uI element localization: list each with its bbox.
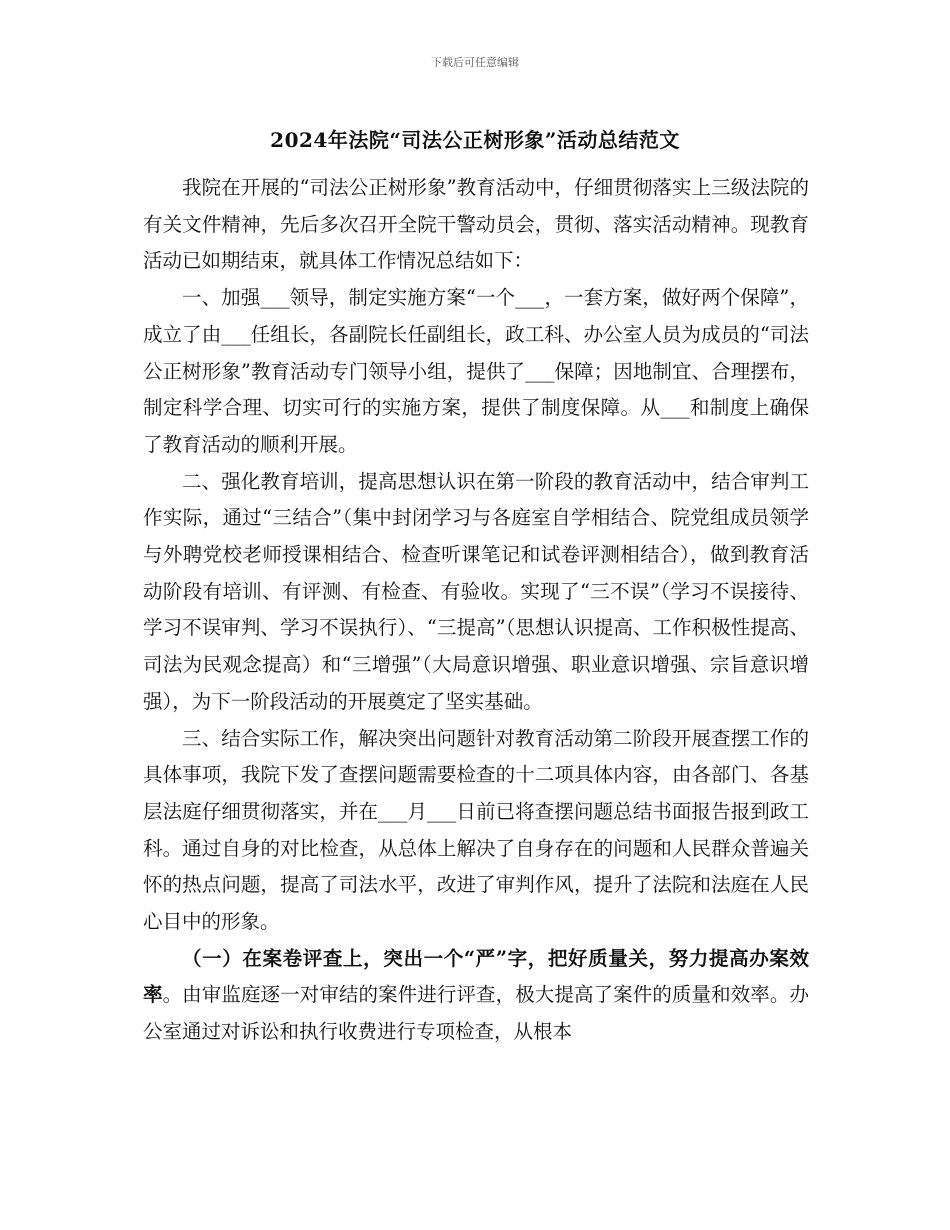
paragraph-intro: 我院在开展的“司法公正树形象”教育活动中，仔细贯彻落实上三级法院的有关文件精神，先后多次召开全院干警动员会，贯彻、落实活动精神。现教育活动已如期结束，就具体工作情况总结如下：: [143, 176, 809, 273]
document-body: [143, 170, 809, 1051]
header-note: 下载后可任意编辑: [431, 56, 519, 69]
paragraph-section-1: 一、加强___领导，制定实施方案“一个___，一套方案，做好两个保障”，成立了由___任组长，各副院长任副组长，政工科、办公室人员为成员的“司法公正树形象”教育活动专门领导小组，提供了___保障；因地制宜、合理摆布，制定科学合理、切实可行的实施方案，提供了制度保障。从___和制度上确保了教育活动的顺利开展。: [143, 286, 809, 456]
subsection-heading: （一）在案卷评查上，突出一个“严”字，把好质量关，努力提高办案效率: [143, 946, 809, 1007]
document-title: 2024年法院“司法公正树形象”活动总结范文: [270, 128, 680, 152]
paragraph-subsection-1: [143, 941, 809, 1051]
paragraph-section-3: 三、结合实际工作，解决突出问题针对教育活动第二阶段开展查摆工作的具体事项，我院下发了查摆问题需要检查的十二项具体内容，由各部门、各基层法庭仔细贯彻落实，并在___月___日前已将查摆问题总结书面报告报到政工科。通过自身的对比检查，从总体上解决了自身存在的问题和人民群众普遍关怀的热点问题，提高了司法水平，改进了审判作风，提升了法院和法庭在人民心目中的形象。: [143, 726, 809, 934]
paragraph-section-2: 二、强化教育培训，提高思想认识在第一阶段的教育活动中，结合审判工作实际，通过“三结合”（集中封闭学习与各庭室自学相结合、院党组成员领学与外聘党校老师授课相结合、检查听课笔记和试卷评测相结合），做到教育活动阶段有培训、有评测、有检查、有验收。实现了“三不误”（学习不误接待、学习不误审判、学习不误执行）、“三提高”（思想认识提高、工作积极性提高、司法为民观念提高）和“三增强”（大局意识增强、职业意识增强、宗旨意识增强），为下一阶段活动的开展奠定了坚实基础。: [143, 469, 809, 713]
subsection-text: 。由审监庭逐一对审结的案件进行评查，极大提高了案件的质量和效率。办公室通过对诉讼和执行收费进行专项检查，从根本: [143, 983, 809, 1044]
